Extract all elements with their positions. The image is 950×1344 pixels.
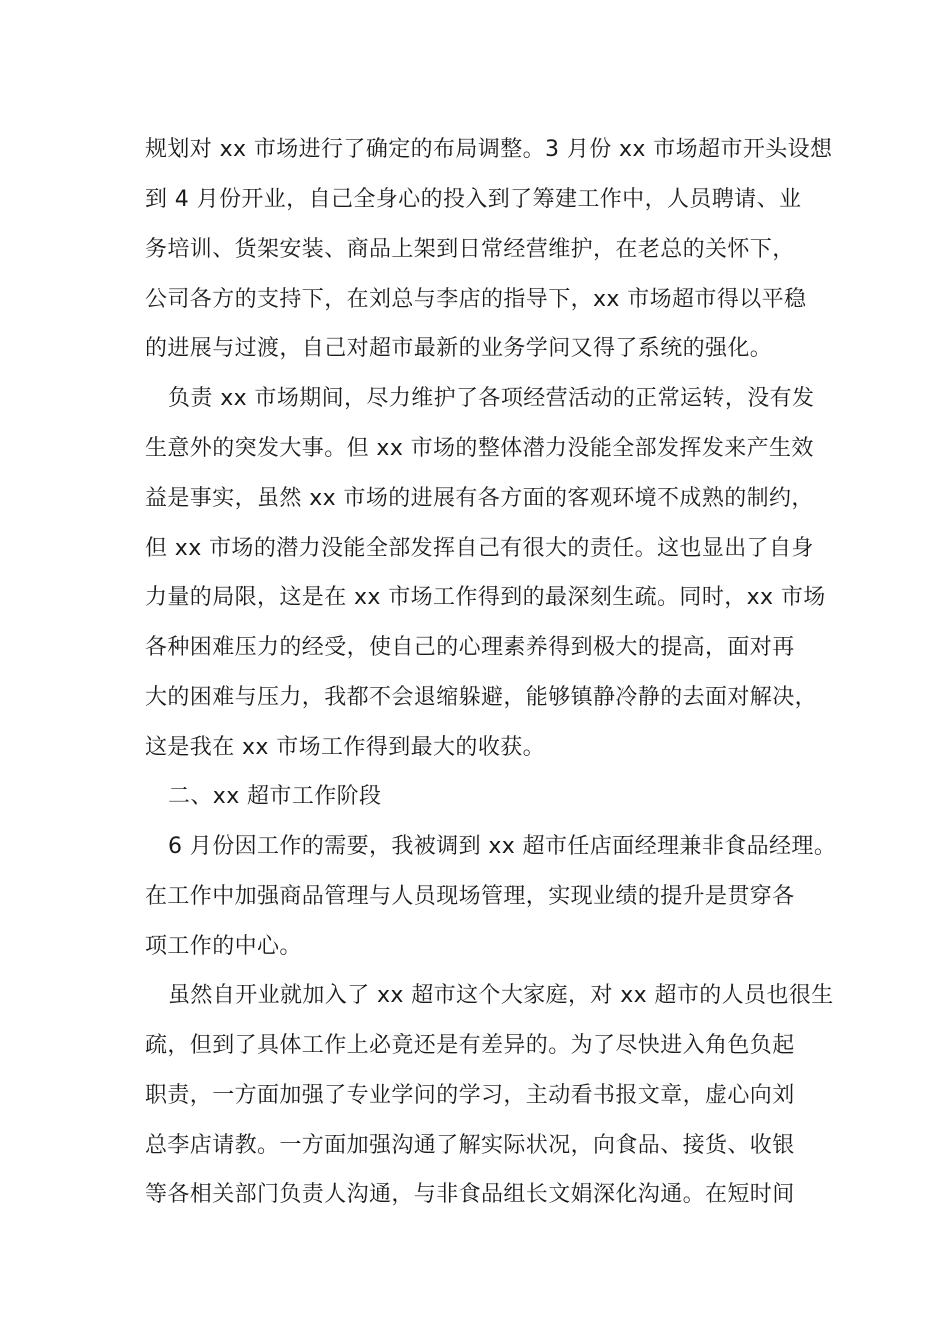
section-heading: 二、xx 超市工作阶段 bbox=[168, 784, 382, 809]
text-line: 但 xx 市场的潜力没能全部发挥自己有很大的责任。这也显出了自身 bbox=[145, 536, 814, 561]
paragraph-first-line: 虽然自开业就加入了 xx 超市这个大家庭，对 xx 超市的人员也很生 bbox=[168, 983, 834, 1008]
text-line: 的进展与过渡，自己对超市最新的业务学问又得了系统的强化。 bbox=[145, 336, 773, 361]
text-line: 力量的局限，这是在 xx 市场工作得到的最深刻生疏。同时，xx 市场 bbox=[145, 585, 826, 610]
text-line: 益是事实，虽然 xx 市场的进展有各方面的客观环境不成熟的制约， bbox=[145, 486, 814, 511]
text-line: 在工作中加强商品管理与人员现场管理，实现业绩的提升是贯穿各 bbox=[145, 884, 795, 909]
text-line: 这是我在 xx 市场工作得到最大的收获。 bbox=[145, 735, 546, 760]
text-line: 公司各方的支持下，在刘总与李店的指导下，xx 市场超市得以平稳 bbox=[145, 287, 807, 312]
text-line: 疏，但到了具体工作上必竟还是有差异的。为了尽快进入角色负起 bbox=[145, 1033, 795, 1058]
text-line: 规划对 xx 市场进行了确定的布局调整。3 月份 xx 市场超市开头设想 bbox=[145, 137, 833, 162]
paragraph-first-line: 6 月份因工作的需要，我被调到 xx 超市任店面经理兼非食品经理。 bbox=[168, 834, 837, 859]
text-line: 等各相关部门负责人沟通，与非食品组长文娟深化沟通。在短时间 bbox=[145, 1182, 795, 1207]
text-line: 职责，一方面加强了专业学问的学习，主动看书报文章，虚心向刘 bbox=[145, 1083, 795, 1108]
text-line: 大的困难与压力，我都不会退缩躲避，能够镇静冷静的去面对解决， bbox=[145, 685, 818, 710]
text-line: 总李店请教。一方面加强沟通了解实际状况，向食品、接货、收银 bbox=[145, 1133, 795, 1158]
text-line: 生意外的突发大事。但 xx 市场的整体潜力没能全部发挥发来产生效 bbox=[145, 436, 814, 461]
text-line: 到 4 月份开业，自己全身心的投入到了筹建工作中，人员聘请、业 bbox=[145, 187, 802, 212]
text-line: 项工作的中心。 bbox=[145, 934, 302, 959]
text-line: 各种困难压力的经受，使自己的心理素养得到极大的提高，面对再 bbox=[145, 635, 795, 660]
paragraph-first-line: 负责 xx 市场期间，尽力维护了各项经营活动的正常运转，没有发 bbox=[168, 386, 815, 411]
text-line: 务培训、货架安装、商品上架到日常经营维护，在老总的关怀下， bbox=[145, 237, 795, 262]
